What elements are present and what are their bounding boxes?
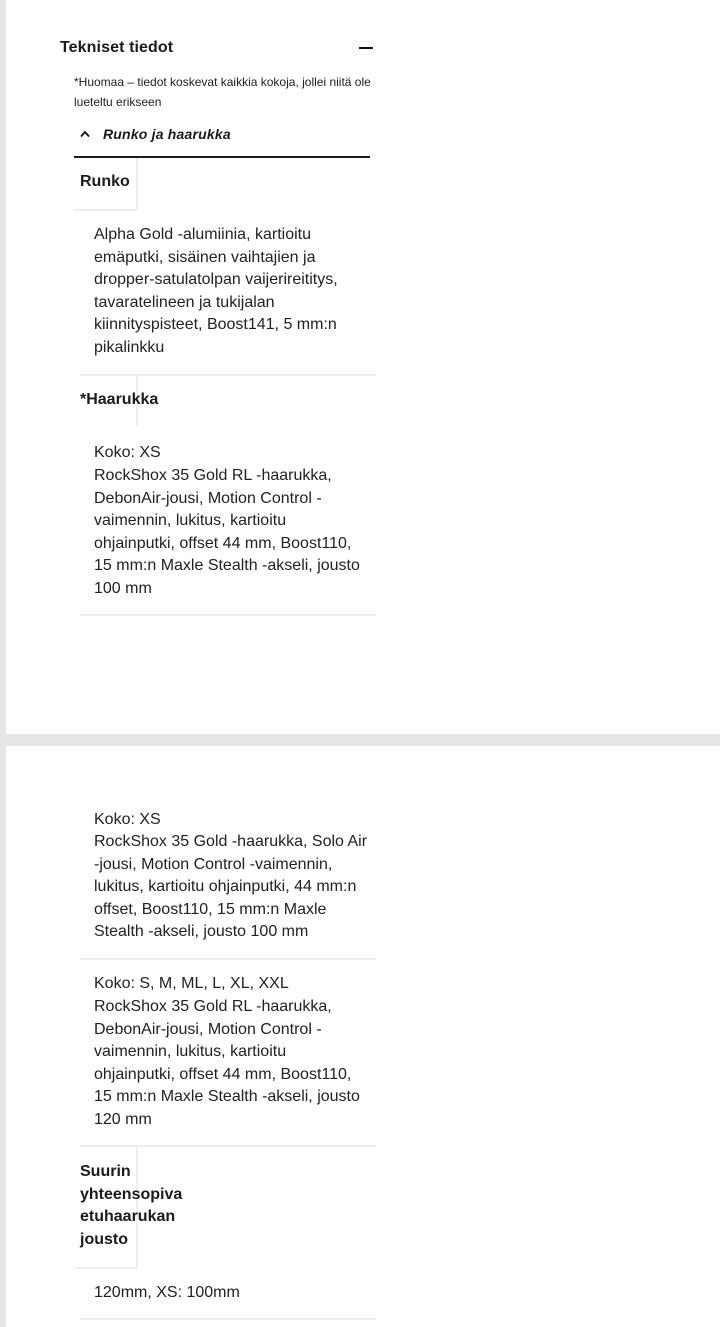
fork-option-size: Koko: S, M, ML, L, XL, XXL — [94, 975, 289, 992]
spec-label-fork: *Haarukka — [80, 391, 159, 408]
spec-value-max-travel: 120mm, XS: 100mm — [94, 1284, 240, 1301]
section-title: Tekniset tiedot — [60, 39, 174, 56]
fork-option-desc: RockShox 35 Gold RL -haarukka, DebonAir-jousi, Motion Control -vaimennin, lukitus, kartioitu ohjainputki, offset 44 mm, Boost110, 15 mm:n Maxle Stealth -akseli, jousto 100 mm — [94, 467, 360, 597]
spec-label-max-travel: Suurin yhteensopiva etuhaarukan jousto — [80, 1163, 183, 1248]
spec-label-frame: Runko — [80, 173, 130, 190]
fork-option-size: Koko: XS — [94, 811, 161, 828]
spec-note: *Huomaa – tiedot koskevat kaikkia kokoja, jollei niitä ole lueteltu erikseen — [74, 75, 371, 109]
spec-divider — [80, 1318, 376, 1320]
fork-option-desc: RockShox 35 Gold -haarukka, Solo Air -jousi, Motion Control -vaimennin, lukitus, kartioitu ohjainputki, 44 mm:n offset, Boost110, 15 mm:n Maxle Stealth -akseli, jousto 100 mm — [94, 833, 368, 940]
fork-option-size: Koko: XS — [94, 444, 161, 461]
spec-value-frame: Alpha Gold -alumiinia, kartioitu emäputki, sisäinen vaihtajien ja dropper-satulatolpan vaijerireititys, tavaratelineen ja tukijalan kiinnityspisteet, Boost141, 5 mm:n pikalinkku — [94, 226, 338, 356]
subsection-toggle[interactable] — [74, 124, 370, 157]
spec-divider — [80, 614, 376, 616]
spec-divider — [80, 958, 376, 960]
subsection-title: Runko ja haarukka — [103, 126, 231, 142]
fork-option-desc: RockShox 35 Gold RL -haarukka, DebonAir-jousi, Motion Control -vaimennin, lukitus, kartioitu ohjainputki, offset 44 mm, Boost110, 15 mm:n Maxle Stealth -akseli, jousto 120 mm — [94, 998, 360, 1128]
chevron-up-icon — [80, 130, 89, 139]
minus-icon[interactable] — [356, 37, 376, 57]
